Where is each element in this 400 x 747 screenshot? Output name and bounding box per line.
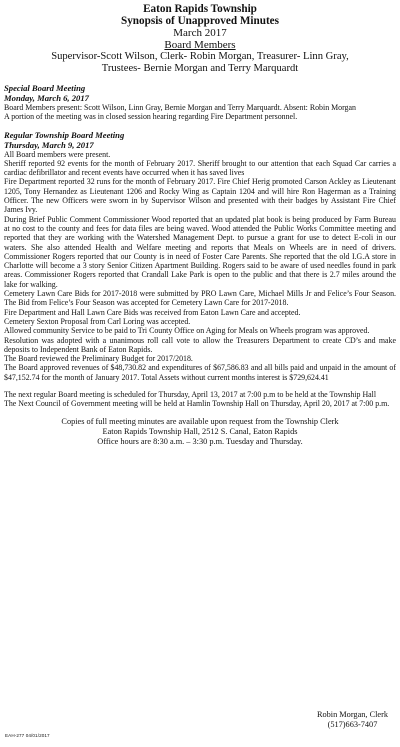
special-meeting-paragraph: Board Members present: Scott Wilson, Linn Gray, Bernie Morgan and Terry Marquardt. Absent: Robin Morgan bbox=[4, 103, 356, 112]
regular-meeting-date: Thursday, March 9, 2017 bbox=[4, 139, 94, 150]
next-meetings-section bbox=[4, 390, 396, 409]
regular-meeting-paragraph: Resolution was adopted with a unanimous roll call vote to allow the Treasurers Department to create CD’s and make deposits to Independent Bank of Eaton Rapids. bbox=[4, 335, 396, 354]
copies-notice bbox=[4, 417, 396, 447]
regular-meeting-paragraph: Fire Department and Hall Lawn Care Bids was received from Eaton Lawn Care and accepted. bbox=[4, 307, 301, 317]
next-meeting-note: The next regular Board meeting is scheduled for Thursday, April 13, 2017 at 7:00 p.m to be held at the Township Hall bbox=[4, 390, 377, 400]
board-members-line-2: Trustees- Bernie Morgan and Terry Marquardt bbox=[101, 63, 299, 74]
clerk-name: Robin Morgan, Clerk bbox=[316, 710, 388, 719]
regular-meeting-paragraph: Fire Department reported 32 runs for the month of February 2017. Fire Chief Herig promoted Carson Ackley as Lieutenant 1205, Tony Hernandez as Lieutenant 1206 and Rocky Wing as Captain 1204 and will hire Ron Hagerman as a Training Officer. The new Officers were sworn in by Supervisor Wilson and presented with their badges by Assistant Fire Chief James Ivy. bbox=[4, 177, 396, 215]
special-meeting-date: Monday, March 6, 2017 bbox=[4, 93, 89, 103]
board-members-list bbox=[4, 51, 396, 75]
special-meeting-paragraph: A portion of the meeting was in closed session hearing regarding Fire Department personnel. bbox=[4, 112, 298, 122]
regular-meeting-paragraph: During Brief Public Comment Commissioner Wood reported that an updated plat book is being produced by Farm Bureau at no cost to the county and fees for data files are being waved. Wood attended the Public Works Committee meeting and reported that they are working with the Watershed Management Dept. to pursue a grant for use to detect E-coli in our waters. She also attended Health and Welfare meeting and reports that Meals on Wheels are in need of drivers. Commissioner Rogers reported that our County is in need of Foster Care Parents. She reported that the old I.G.A store in Charlotte will become a 3 story Senior Citizen Apartment Building. Rogers said to be aware of used needles found in park areas. Commissioner Rogers reported that Crandall Lake Park is open to the public and that there is 2.7 miles around the lake for walking. bbox=[4, 214, 396, 289]
special-meeting-title: Special Board Meeting bbox=[4, 83, 86, 93]
regular-meeting-paragraph: The Board reviewed the Preliminary Budget for 2017/2018. bbox=[4, 354, 193, 364]
regular-meeting-paragraph: Cemetery Lawn Care Bids for 2017-2018 were submitted by PRO Lawn Care, Michael Mills Jr and Felice’s Four Season. The Bid from Felice’s Four Season was accepted for Cemetery Lawn Care for 2017-2018. bbox=[4, 289, 396, 308]
special-meeting-section bbox=[4, 83, 396, 122]
regular-meeting-section bbox=[4, 130, 396, 382]
regular-meeting-paragraph: Sheriff reported 92 events for the month of February 2017. Sheriff brought to our attention that each Squad Car carries a cardiac defibrillator and recent events have occurred when it has saved lives bbox=[4, 158, 396, 178]
next-meeting-note: The Next Council of Government meeting will be held at Hamlin Township Hall on Thursday, April 20, 2017 at 7:00 p.m. bbox=[4, 399, 390, 409]
copies-notice-line-3: Office hours are 8:30 a.m. – 3:30 p.m. Tuesday and Thursday. bbox=[97, 436, 303, 446]
clerk-signature bbox=[317, 710, 388, 730]
board-members-line-1: Supervisor-Scott Wilson, Clerk- Robin Morgan, Treasurer- Linn Gray, bbox=[51, 51, 349, 62]
ad-code: EAH-277 04/01/2017 bbox=[5, 733, 50, 738]
regular-meeting-title: Regular Township Board Meeting bbox=[4, 129, 125, 140]
clerk-phone: (517)663-7407 bbox=[327, 720, 378, 729]
notice-date: March 2017 bbox=[173, 27, 227, 39]
board-members-heading: Board Members bbox=[164, 39, 236, 51]
regular-meeting-paragraph: Allowed community Service to be paid to Tri County Office on Aging for Meals on Wheels program was approved. bbox=[4, 326, 370, 336]
copies-notice-line-1: Copies of full meeting minutes are available upon request from the Township Clerk bbox=[61, 416, 339, 426]
notice-title: Eaton Rapids Township bbox=[143, 3, 257, 15]
regular-meeting-paragraph: Cemetery Sexton Proposal from Carl Loring was accepted. bbox=[4, 316, 191, 326]
regular-meeting-paragraph: All Board members were present. bbox=[4, 149, 111, 159]
notice-subtitle: Synopsis of Unapproved Minutes bbox=[120, 15, 279, 27]
copies-notice-line-2: Eaton Rapids Township Hall, 2512 S. Canal, Eaton Rapids bbox=[102, 426, 298, 436]
regular-meeting-paragraph: The Board approved revenues of $48,730.82 and expenditures of $67,586.83 and all bills paid and unpaid in the amount of $47,152.74 for the month of January 2017. Total Assets without current months interest is $729,624.41 bbox=[4, 363, 396, 382]
